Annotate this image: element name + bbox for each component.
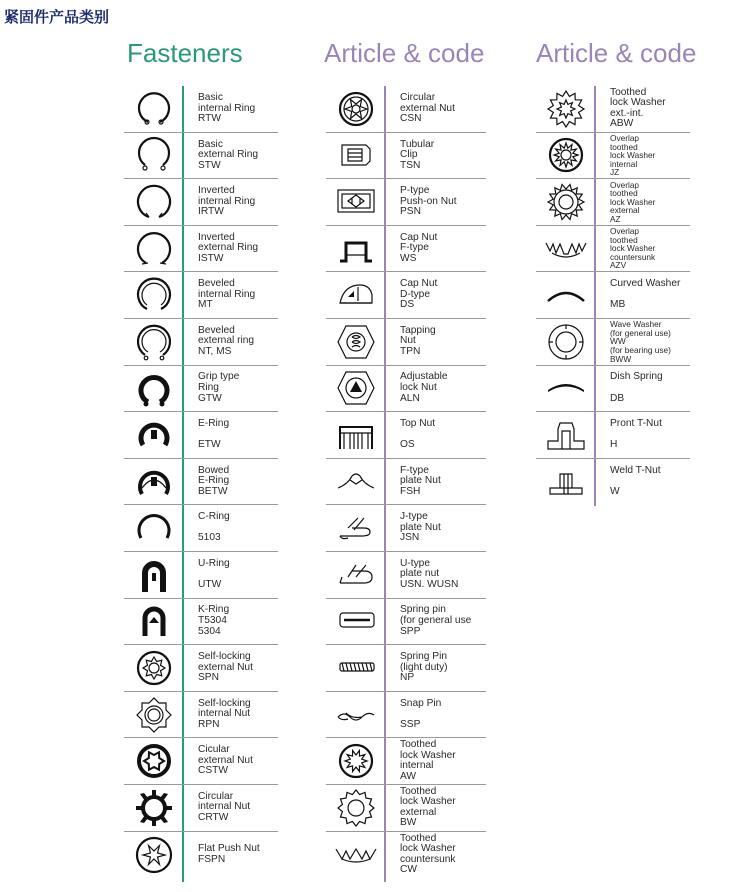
item-label: Pront T-Nut H: [610, 418, 662, 451]
list-item: [536, 412, 690, 459]
item-label: K-Ring T5304 5304: [198, 604, 230, 637]
list-item: [326, 319, 486, 366]
article-code-heading-1: Article & code: [324, 38, 485, 68]
list-item: [326, 86, 486, 133]
item-label: Overlap toothed lock Washer countersunk AZV: [610, 226, 656, 271]
item-label: Inverted internal Ring IRTW: [198, 185, 256, 218]
adjustable-lock-nut-icon: [326, 366, 386, 412]
e-ring-icon: [124, 412, 184, 458]
grip-ring-icon: [124, 366, 184, 412]
page-title: 紧固件产品类别: [4, 8, 110, 26]
list-item: [124, 505, 278, 552]
inverted-internal-ring-icon: [124, 179, 184, 225]
list-item: [124, 645, 278, 692]
list-item: [124, 552, 278, 599]
snap-pin-icon: [326, 692, 386, 738]
article-column-2: [536, 86, 690, 505]
list-item: [536, 86, 690, 133]
list-item: [326, 645, 486, 692]
list-item: [124, 785, 278, 832]
list-item: [124, 319, 278, 366]
toothed-washer-ext-int-icon: [536, 86, 596, 132]
toothed-washer-internal-icon: [326, 738, 386, 784]
toothed-washer-external-icon: [326, 785, 386, 831]
inverted-external-ring-icon: [124, 226, 184, 272]
list-item: [326, 412, 486, 459]
article-column-1: [326, 86, 486, 878]
list-item: [326, 738, 486, 785]
fasteners-column: [124, 86, 278, 878]
item-label: Tubular Clip TSN: [400, 138, 435, 171]
item-label: E-Ring ETW: [198, 418, 230, 451]
k-ring-icon: [124, 599, 184, 645]
c-ring-icon: [124, 505, 184, 551]
list-item: [326, 459, 486, 506]
list-item: [124, 86, 278, 133]
wave-washer-icon: [536, 319, 596, 365]
list-item: [326, 552, 486, 599]
item-label: Curved Washer MB: [610, 278, 681, 311]
flat-push-nut-icon: [124, 832, 184, 879]
list-item: [124, 459, 278, 506]
cap-nut-d-icon: [326, 272, 386, 318]
item-label: Circular external Nut CSN: [400, 91, 455, 125]
weld-t-nut-icon: [536, 459, 596, 506]
item-label: Toothed lock Washer ext.-int. ABW: [610, 86, 666, 130]
basic-internal-ring-icon: [124, 86, 184, 132]
item-label: U-Ring UTW: [198, 557, 230, 591]
list-item: [124, 832, 278, 879]
list-item: [536, 226, 690, 273]
item-label: F-type plate Nut FSH: [400, 464, 441, 497]
item-label: Toothed lock Washer countersunk CW: [400, 832, 456, 876]
item-label: Adjustable lock Nut ALN: [400, 371, 448, 404]
item-label: Beveled internal Ring MT: [198, 278, 256, 311]
list-item: [124, 412, 278, 459]
beveled-internal-ring-icon: [124, 272, 184, 318]
u-ring-icon: [124, 552, 184, 598]
list-item: [536, 459, 690, 506]
item-label: J-type plate Nut JSN: [400, 511, 441, 544]
item-label: Toothed lock Washer external BW: [400, 785, 456, 829]
list-item: [326, 832, 486, 879]
item-label: Circular internal Nut CRTW: [198, 790, 251, 823]
list-item: [536, 133, 690, 180]
u-plate-nut-icon: [326, 552, 386, 598]
item-label: Self-locking external Nut SPN: [198, 651, 253, 684]
item-label: Cicular external Nut CSTW: [198, 744, 253, 777]
curved-washer-icon: [536, 272, 596, 318]
pront-t-nut-icon: [536, 412, 596, 458]
item-label: Top Nut OS: [400, 418, 436, 451]
item-label: Weld T-Nut W: [610, 465, 661, 498]
list-item: [536, 366, 690, 413]
item-label: Cap Nut D-type DS: [400, 278, 438, 311]
light-spring-pin-icon: [326, 645, 386, 691]
item-label: Basic internal Ring RTW: [198, 91, 256, 125]
item-label: Flat Push Nut FSPN: [198, 843, 260, 865]
item-label: Spring pin (for general use SPP: [400, 604, 472, 637]
self-locking-internal-nut-icon: [124, 692, 184, 738]
push-on-nut-icon: [326, 179, 386, 225]
list-item: [124, 599, 278, 646]
toothed-washer-countersunk-icon: [326, 832, 386, 879]
f-plate-nut-icon: [326, 459, 386, 505]
bowed-e-ring-icon: [124, 459, 184, 505]
overlap-washer-external-icon: [536, 179, 596, 225]
item-label: Self-locking internal Nut RPN: [198, 697, 251, 730]
list-item: [326, 272, 486, 319]
dish-spring-icon: [536, 366, 596, 412]
item-label: Inverted external Ring ISTW: [198, 231, 259, 264]
overlap-washer-countersunk-icon: [536, 226, 596, 272]
item-label: Bowed E-Ring BETW: [198, 464, 230, 497]
list-item: [326, 366, 486, 413]
list-item: [326, 785, 486, 832]
list-item: [124, 133, 278, 180]
list-item: [124, 692, 278, 739]
list-item: [326, 505, 486, 552]
list-item: [536, 319, 690, 366]
item-label: U-type plate nut USN. WUSN: [400, 557, 459, 591]
list-item: [326, 226, 486, 273]
list-item: [536, 179, 690, 226]
tapping-nut-icon: [326, 319, 386, 365]
self-locking-external-nut-icon: [124, 645, 184, 691]
top-nut-icon: [326, 412, 386, 458]
item-label: Toothed lock Washer internal AW: [400, 738, 456, 782]
item-label: Snap Pin SSP: [400, 697, 442, 730]
item-label: Wave Washer (for general use) WW (for bearing use) BWW: [610, 319, 671, 364]
list-item: [326, 599, 486, 646]
list-item: [124, 226, 278, 273]
item-label: C-Ring 5103: [198, 511, 230, 544]
item-label: Overlap toothed lock Washer internal JZ: [610, 132, 656, 178]
fasteners-heading: Fasteners: [127, 38, 243, 68]
article-code-heading-2: Article & code: [536, 38, 697, 68]
list-item: [124, 366, 278, 413]
list-item: [326, 179, 486, 226]
spring-pin-icon: [326, 599, 386, 645]
list-item: [124, 738, 278, 785]
list-item: [124, 272, 278, 319]
item-label: Basic external Ring STW: [198, 138, 259, 171]
item-label: Dish Spring DB: [610, 371, 663, 404]
list-item: [326, 133, 486, 180]
circular-internal-nut-icon: [124, 785, 184, 831]
item-label: Spring Pin (light duty) NP: [400, 651, 448, 684]
overlap-washer-internal-icon: [536, 133, 596, 179]
item-label: Overlap toothed lock Washer external AZ: [610, 179, 656, 224]
j-plate-nut-icon: [326, 505, 386, 551]
circular-external-nut-icon: [124, 738, 184, 784]
item-label: P-type Push-on Nut PSN: [400, 185, 457, 218]
cap-nut-f-icon: [326, 226, 386, 272]
item-label: Tapping Nut TPN: [400, 324, 436, 358]
basic-external-ring-icon: [124, 133, 184, 179]
item-label: Grip type Ring GTW: [198, 371, 240, 404]
beveled-external-ring-icon: [124, 319, 184, 365]
list-item: [124, 179, 278, 226]
list-item: [326, 692, 486, 739]
list-item: [536, 272, 690, 319]
item-label: Cap Nut F-type WS: [400, 231, 438, 264]
item-label: Beveled external ring NT, MS: [198, 324, 255, 358]
tubular-clip-icon: [326, 133, 386, 179]
circular-external-nut-csn-icon: [326, 86, 386, 132]
